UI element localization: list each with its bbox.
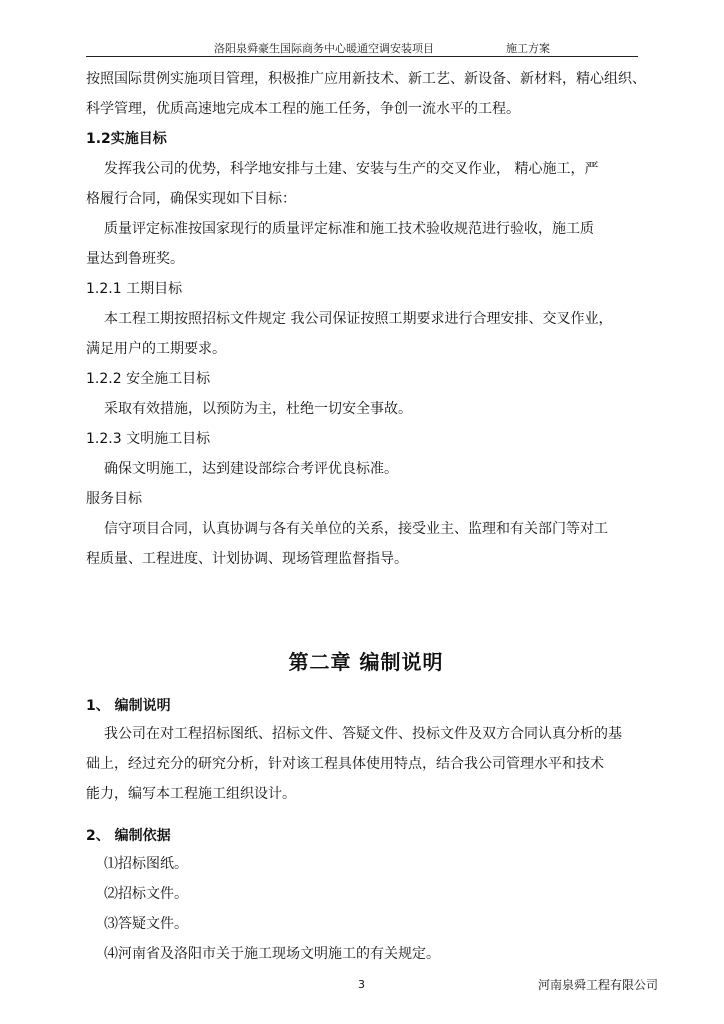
paragraph-line: 质量评定标准按国家现行的质量评定标准和施工技术验收规范进行验收，施工质 — [104, 221, 594, 237]
paragraph-line: 础上，经过充分的研究分析，针对该工程具体使用特点，结合我公司管理水平和技术 — [86, 756, 604, 772]
section-1-2-3-heading: 1.2.3 文明施工目标 — [86, 431, 211, 447]
page-number: 3 — [358, 978, 365, 991]
intro-line: 按照国际贯例实施项目管理，积极推广应用新技术、新工艺、新设备、新材料，精心组织、 — [86, 71, 646, 87]
list-item: ⑵招标文件。 — [104, 886, 188, 902]
paragraph-line: 采取有效措施，以预防为主，杜绝一切安全事故。 — [104, 401, 412, 417]
paragraph-line: 确保文明施工，达到建设部综合考评优良标准。 — [104, 461, 398, 477]
list-item: ⑴招标图纸。 — [104, 856, 188, 872]
paragraph-line: 发挥我公司的优势，科学地安排与土建、安装与生产的交叉作业， 精心施工，严 — [104, 161, 599, 177]
header-doc-type: 施工方案 — [506, 42, 550, 55]
list-item: ⑷河南省及洛阳市关于施工现场文明施工的有关规定。 — [104, 946, 440, 962]
paragraph-line: 我公司在对工程招标图纸、招标文件、答疑文件、投标文件及双方合同认真分析的基 — [104, 726, 622, 742]
intro-line: 科学管理，优质高速地完成本工程的施工任务，争创一流水平的工程。 — [86, 101, 520, 117]
service-heading: 服务目标 — [86, 491, 142, 507]
section-2-heading: 2、 编制依据 — [86, 828, 171, 844]
footer-company: 河南泉舜工程有限公司 — [538, 978, 659, 992]
chapter-title: 第二章 编制说明 — [288, 650, 444, 674]
paragraph-line: 程质量、工程进度、计划协调、现场管理监督指导。 — [86, 551, 408, 567]
paragraph-line: 本工程工期按照招标文件规定 我公司保证按照工期要求进行合理安排、交叉作业， — [104, 311, 613, 327]
section-1-heading: 1、 编制说明 — [86, 698, 171, 714]
list-item: ⑶答疑文件。 — [104, 916, 188, 932]
paragraph-line: 满足用户的工期要求。 — [86, 341, 226, 357]
paragraph-line: 信守项目合同，认真协调与各有关单位的关系，接受业主、监理和有关部门等对工 — [104, 521, 608, 537]
document-body — [86, 64, 646, 969]
page-header — [86, 38, 638, 57]
header-project-title: 洛阳泉舜豪生国际商务中心暖通空调安装项目 — [214, 42, 434, 55]
section-1-2-1-heading: 1.2.1 工期目标 — [86, 281, 183, 297]
paragraph-line: 格履行合同，确保实现如下目标： — [86, 191, 296, 207]
section-1-2-2-heading: 1.2.2 安全施工目标 — [86, 371, 211, 387]
section-1-2-heading: 1.2实施目标 — [86, 131, 167, 147]
paragraph-line: 量达到鲁班奖。 — [86, 251, 184, 267]
paragraph-line: 能力，编写本工程施工组织设计。 — [86, 786, 296, 802]
